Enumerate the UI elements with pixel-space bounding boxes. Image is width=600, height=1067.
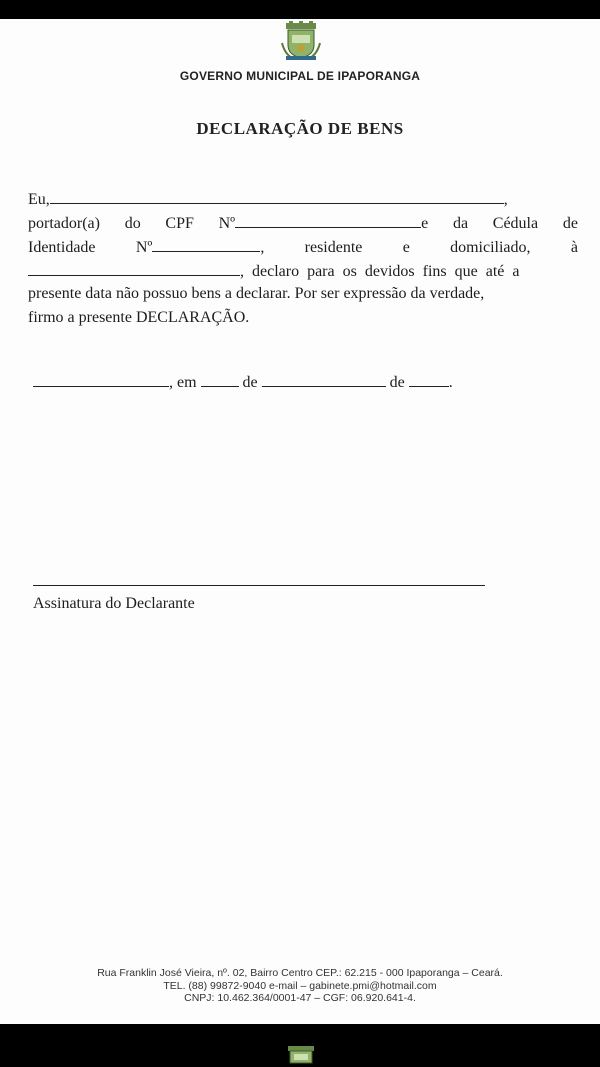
- signature-line[interactable]: [33, 585, 485, 586]
- identity-field[interactable]: [152, 237, 260, 252]
- cpf-field[interactable]: [235, 213, 421, 228]
- year-field[interactable]: [409, 372, 449, 387]
- city-field[interactable]: [33, 372, 169, 387]
- address-field[interactable]: [28, 261, 240, 276]
- month-field[interactable]: [262, 372, 386, 387]
- footer-ids: CNPJ: 10.462.364/0001-47 – CGF: 06.920.641-4.: [184, 992, 416, 1004]
- coat-of-arms-icon: [284, 1045, 318, 1067]
- footer: [0, 967, 600, 1005]
- declaration-closing-line: firmo a presente DECLARAÇÃO.: [28, 309, 250, 326]
- name-field[interactable]: [50, 189, 504, 204]
- declaration-text-line: presente data não possuo bens a declarar. Por ser expressão da verdade,: [28, 285, 485, 302]
- organization-name: GOVERNO MUNICIPAL DE IPAPORANGA: [179, 69, 421, 83]
- footer-contact: TEL. (88) 99872-9040 e-mail – gabinete.pmi@hotmail.com: [163, 979, 437, 992]
- footer-address: Rua Franklin José Vieira, nº. 02, Bairro Centro CEP.: 62.215 - 000 Ipaporanga – Ceará.: [97, 967, 503, 979]
- document-page: [0, 19, 600, 1024]
- document-title: DECLARAÇÃO DE BENS: [196, 119, 404, 138]
- signature-label: Assinatura do Declarante: [33, 595, 195, 612]
- date-line: , em de de .: [33, 372, 453, 392]
- declarant-name-line: Eu, ,: [28, 191, 508, 208]
- coat-of-arms-icon: [280, 21, 322, 61]
- cpf-line: portador(a) do CPF Nº e da Cédula de: [28, 215, 578, 232]
- identity-line: Identidade Nº , residente e domiciliado, à: [28, 239, 578, 256]
- address-line: , declaro para os devidos fins que até a: [28, 261, 578, 285]
- day-field[interactable]: [201, 372, 239, 387]
